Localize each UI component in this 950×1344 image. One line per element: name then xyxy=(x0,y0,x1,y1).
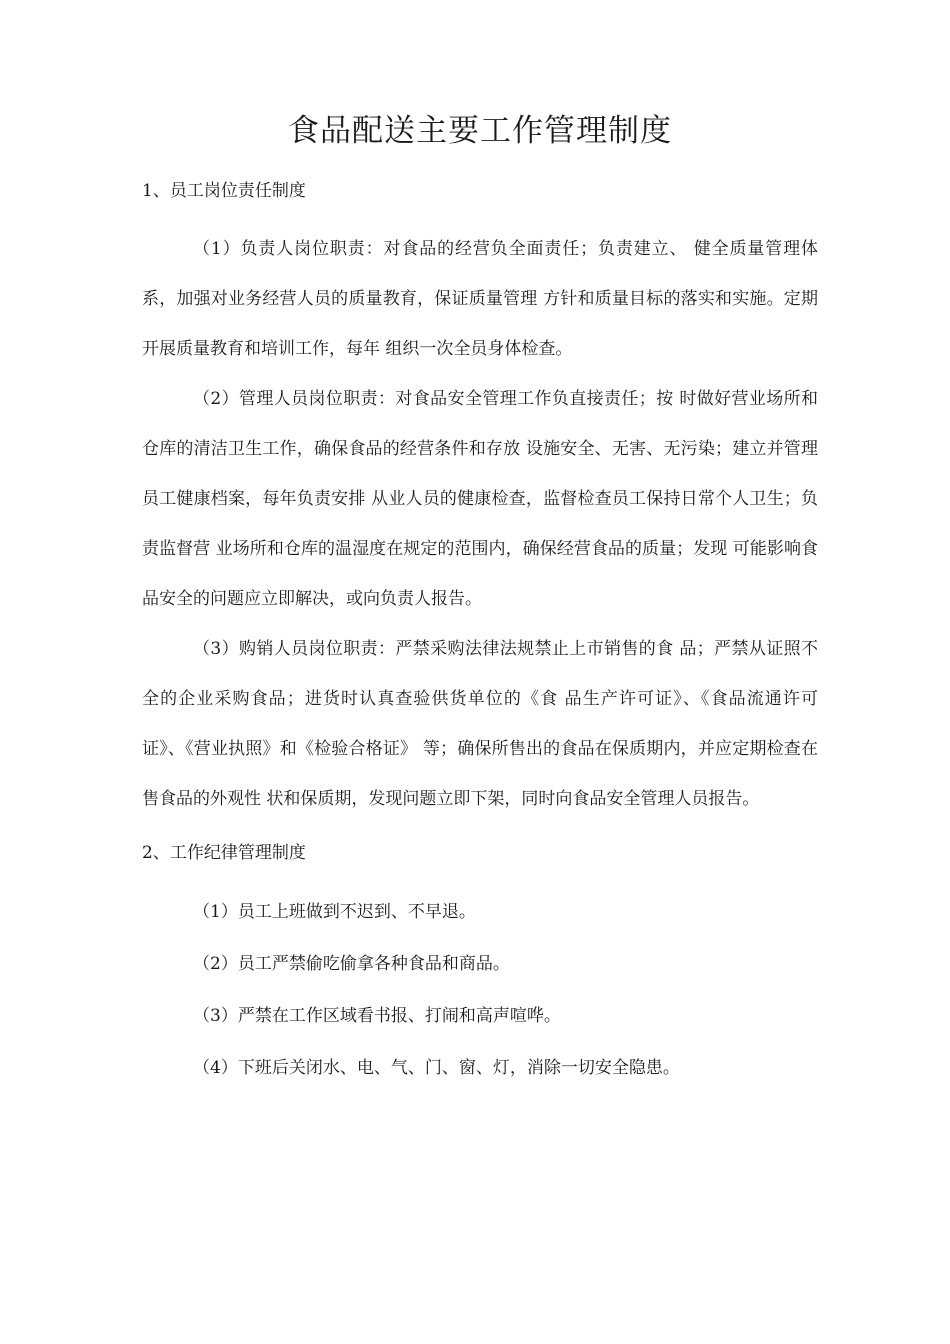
paragraph-purchasing-sales-duties: （3）购销人员岗位职责：严禁采购法律法规禁止上市销售的食 品；严禁从证照不全的企业采购食品；进货时认真查验供货单位的《食 品生产许可证》、《食品流通许可证》、《营业执照》和《检验合格证》 等；确保所售出的食品在保质期内，并应定期检查在售食品的外观性 状和保质期，发现问题立即下架，同时向食品安全管理人员报告。 xyxy=(142,639,818,809)
list-item: （2）员工严禁偷吃偷拿各种食品和商品。 xyxy=(193,954,510,974)
list-item: （1）员工上班做到不迟到、不早退。 xyxy=(193,902,476,922)
section-heading-2: 2、工作纪律管理制度 xyxy=(142,843,306,863)
paragraph-responsible-person-duties: （1）负责人岗位职责：对食品的经营负全面责任；负责建立、 健全质量管理体系，加强对业务经营人员的质量教育，保证质量管理 方针和质量目标的落实和实施。定期开展质量教育和培训工作，每年 组织一次全员身体检查。 xyxy=(142,239,818,359)
list-item: （4）下班后关闭水、电、气、门、窗、灯，消除一切安全隐患。 xyxy=(193,1058,680,1078)
list-item: （3）严禁在工作区域看书报、打闹和高声喧哗。 xyxy=(193,1006,561,1026)
document-title: 食品配送主要工作管理制度 xyxy=(288,113,672,149)
paragraph-manager-duties: （2）管理人员岗位职责：对食品安全管理工作负直接责任；按 时做好营业场所和仓库的清洁卫生工作，确保食品的经营条件和存放 设施安全、无害、无污染；建立并管理员工健康档案，每年负责安排 从业人员的健康检查，监督检查员工保持日常个人卫生；负责监督营 业场所和仓库的温湿度在规定的范围内，确保经营食品的质量；发现 可能影响食品安全的问题应立即解决，或向负责人报告。 xyxy=(142,389,818,609)
section-heading-1: 1、员工岗位责任制度 xyxy=(142,181,306,201)
document-page xyxy=(142,104,818,1094)
